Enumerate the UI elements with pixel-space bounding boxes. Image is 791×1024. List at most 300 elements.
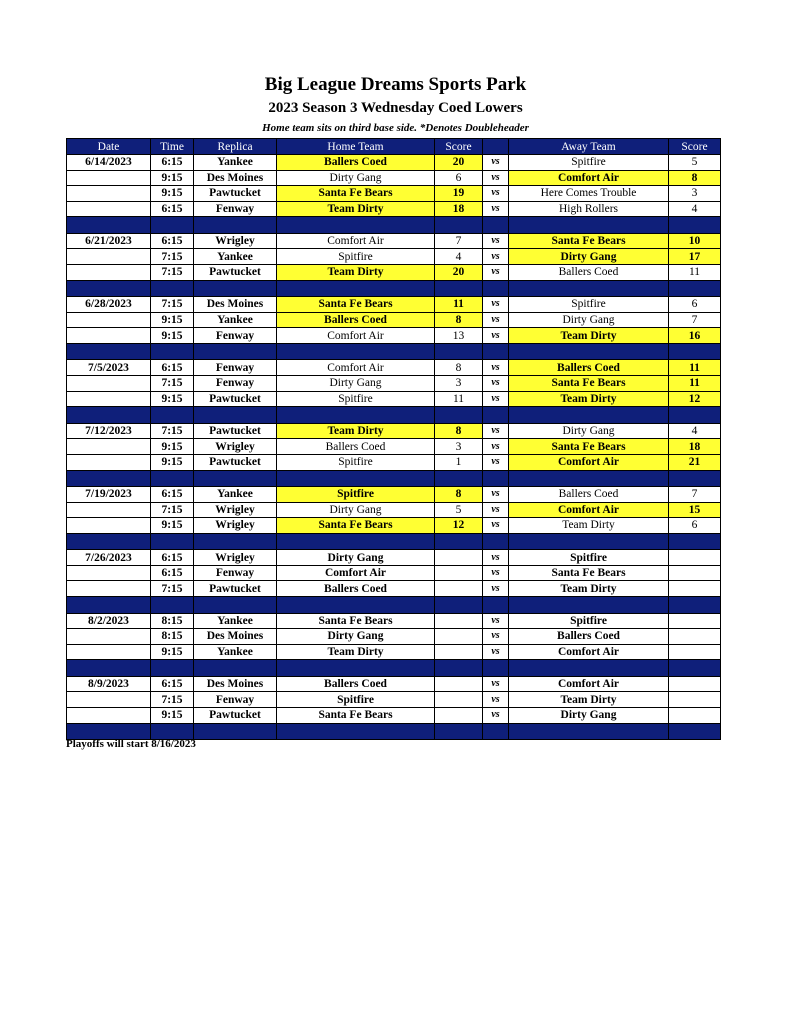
- date-cell: [67, 502, 151, 518]
- away-score-cell: [669, 676, 721, 692]
- away-team-cell: Team Dirty: [509, 391, 669, 407]
- home-score-cell: [435, 550, 483, 566]
- separator-cell: [483, 723, 509, 740]
- field-cell: Des Moines: [194, 676, 277, 692]
- home-team-cell: Comfort Air: [277, 565, 435, 581]
- date-cell: 7/5/2023: [67, 360, 151, 376]
- separator-cell: [435, 280, 483, 297]
- date-cell: [67, 439, 151, 455]
- time-cell: 9:15: [151, 170, 194, 186]
- table-row: [67, 233, 721, 249]
- header-row: [67, 139, 721, 155]
- separator-cell: [483, 660, 509, 677]
- away-team-cell: Here Comes Trouble: [509, 186, 669, 202]
- document-subtitle: 2023 Season 3 Wednesday Coed Lowers: [268, 100, 523, 116]
- separator-cell: [435, 343, 483, 360]
- time-cell: 6:15: [151, 487, 194, 503]
- time-cell: 7:15: [151, 423, 194, 439]
- home-team-cell: Ballers Coed: [277, 312, 435, 328]
- date-cell: [67, 249, 151, 265]
- vs-cell: vs: [483, 155, 509, 171]
- away-score-cell: 11: [669, 376, 721, 392]
- week-separator: [67, 533, 721, 550]
- away-score-cell: 7: [669, 312, 721, 328]
- table-row: [67, 454, 721, 470]
- separator-cell: [669, 280, 721, 297]
- date-cell: [67, 312, 151, 328]
- table-row: [67, 423, 721, 439]
- week-separator: [67, 470, 721, 487]
- separator-cell: [151, 343, 194, 360]
- week-separator: [67, 407, 721, 424]
- separator-cell: [435, 660, 483, 677]
- away-score-cell: 18: [669, 439, 721, 455]
- time-cell: 8:15: [151, 629, 194, 645]
- col-header-away-team: Away Team: [509, 139, 669, 155]
- col-header-away-score: Score: [669, 139, 721, 155]
- col-header-home-team: Home Team: [277, 139, 435, 155]
- field-cell: Pawtucket: [194, 186, 277, 202]
- home-team-cell: Dirty Gang: [277, 376, 435, 392]
- time-cell: 6:15: [151, 676, 194, 692]
- date-cell: [67, 170, 151, 186]
- separator-cell: [277, 533, 435, 550]
- time-cell: 9:15: [151, 518, 194, 534]
- vs-cell: vs: [483, 249, 509, 265]
- away-score-cell: 11: [669, 265, 721, 281]
- away-team-cell: Dirty Gang: [509, 423, 669, 439]
- vs-cell: vs: [483, 644, 509, 660]
- home-score-cell: [435, 676, 483, 692]
- field-cell: Wrigley: [194, 518, 277, 534]
- separator-cell: [277, 660, 435, 677]
- field-cell: Des Moines: [194, 170, 277, 186]
- separator-cell: [435, 723, 483, 740]
- separator-cell: [67, 470, 151, 487]
- time-cell: 6:15: [151, 233, 194, 249]
- date-cell: [67, 629, 151, 645]
- time-cell: 6:15: [151, 201, 194, 217]
- vs-cell: vs: [483, 297, 509, 313]
- home-score-cell: [435, 644, 483, 660]
- field-cell: Pawtucket: [194, 391, 277, 407]
- vs-cell: vs: [483, 391, 509, 407]
- vs-cell: vs: [483, 518, 509, 534]
- away-team-cell: Spitfire: [509, 550, 669, 566]
- table-row: [67, 502, 721, 518]
- separator-cell: [194, 280, 277, 297]
- field-cell: Wrigley: [194, 439, 277, 455]
- home-score-cell: 8: [435, 312, 483, 328]
- date-cell: [67, 328, 151, 344]
- separator-cell: [435, 407, 483, 424]
- table-row: [67, 297, 721, 313]
- field-cell: Fenway: [194, 565, 277, 581]
- separator-cell: [67, 533, 151, 550]
- home-score-cell: 1: [435, 454, 483, 470]
- date-cell: [67, 454, 151, 470]
- time-cell: 8:15: [151, 613, 194, 629]
- separator-cell: [67, 217, 151, 234]
- home-score-cell: 18: [435, 201, 483, 217]
- table-row: [67, 376, 721, 392]
- separator-cell: [669, 407, 721, 424]
- separator-cell: [277, 217, 435, 234]
- separator-cell: [509, 407, 669, 424]
- table-row: [67, 439, 721, 455]
- home-score-cell: 13: [435, 328, 483, 344]
- field-cell: Fenway: [194, 692, 277, 708]
- away-team-cell: High Rollers: [509, 201, 669, 217]
- away-score-cell: 4: [669, 201, 721, 217]
- vs-cell: vs: [483, 376, 509, 392]
- date-cell: 7/12/2023: [67, 423, 151, 439]
- field-cell: Yankee: [194, 312, 277, 328]
- home-team-cell: Dirty Gang: [277, 629, 435, 645]
- home-team-cell: Spitfire: [277, 692, 435, 708]
- table-row: [67, 581, 721, 597]
- home-team-cell: Dirty Gang: [277, 170, 435, 186]
- table-row: [67, 249, 721, 265]
- col-header-date: Date: [67, 139, 151, 155]
- table-row: [67, 518, 721, 534]
- separator-cell: [669, 723, 721, 740]
- date-cell: 6/28/2023: [67, 297, 151, 313]
- date-cell: [67, 186, 151, 202]
- field-cell: Yankee: [194, 487, 277, 503]
- home-score-cell: 5: [435, 502, 483, 518]
- table-row: [67, 201, 721, 217]
- date-cell: 7/26/2023: [67, 550, 151, 566]
- home-score-cell: [435, 613, 483, 629]
- separator-cell: [194, 597, 277, 614]
- field-cell: Yankee: [194, 644, 277, 660]
- away-team-cell: Spitfire: [509, 297, 669, 313]
- home-team-cell: Ballers Coed: [277, 676, 435, 692]
- vs-cell: vs: [483, 328, 509, 344]
- field-cell: Fenway: [194, 376, 277, 392]
- away-score-cell: 5: [669, 155, 721, 171]
- time-cell: 6:15: [151, 550, 194, 566]
- date-cell: [67, 581, 151, 597]
- home-team-cell: Team Dirty: [277, 423, 435, 439]
- away-score-cell: 6: [669, 518, 721, 534]
- col-header-home-score: Score: [435, 139, 483, 155]
- separator-cell: [151, 597, 194, 614]
- home-team-cell: Team Dirty: [277, 201, 435, 217]
- away-team-cell: Team Dirty: [509, 328, 669, 344]
- away-team-cell: Team Dirty: [509, 581, 669, 597]
- away-score-cell: [669, 644, 721, 660]
- vs-cell: vs: [483, 502, 509, 518]
- separator-cell: [67, 407, 151, 424]
- date-cell: [67, 376, 151, 392]
- time-cell: 6:15: [151, 565, 194, 581]
- separator-cell: [67, 660, 151, 677]
- table-row: [67, 360, 721, 376]
- home-team-cell: Spitfire: [277, 454, 435, 470]
- separator-cell: [151, 470, 194, 487]
- vs-cell: vs: [483, 454, 509, 470]
- table-row: [67, 487, 721, 503]
- table-row: [67, 676, 721, 692]
- table-row: [67, 565, 721, 581]
- away-team-cell: Ballers Coed: [509, 360, 669, 376]
- field-cell: Fenway: [194, 328, 277, 344]
- table-row: [67, 550, 721, 566]
- date-cell: [67, 644, 151, 660]
- home-team-cell: Team Dirty: [277, 644, 435, 660]
- time-cell: 9:15: [151, 454, 194, 470]
- home-score-cell: 3: [435, 439, 483, 455]
- time-cell: 7:15: [151, 376, 194, 392]
- separator-cell: [509, 660, 669, 677]
- date-cell: [67, 708, 151, 724]
- separator-cell: [194, 217, 277, 234]
- home-team-cell: Dirty Gang: [277, 502, 435, 518]
- home-team-cell: Santa Fe Bears: [277, 518, 435, 534]
- col-header-vs: [483, 139, 509, 155]
- away-score-cell: 17: [669, 249, 721, 265]
- home-team-cell: Comfort Air: [277, 328, 435, 344]
- week-separator: [67, 660, 721, 677]
- away-score-cell: 12: [669, 391, 721, 407]
- away-score-cell: [669, 629, 721, 645]
- away-score-cell: 10: [669, 233, 721, 249]
- separator-cell: [277, 597, 435, 614]
- vs-cell: vs: [483, 692, 509, 708]
- col-header-replica: Replica: [194, 139, 277, 155]
- field-cell: Wrigley: [194, 502, 277, 518]
- separator-cell: [435, 533, 483, 550]
- away-team-cell: Dirty Gang: [509, 312, 669, 328]
- separator-cell: [509, 597, 669, 614]
- away-score-cell: 8: [669, 170, 721, 186]
- table-row: [67, 629, 721, 645]
- home-team-cell: Team Dirty: [277, 265, 435, 281]
- home-score-cell: 19: [435, 186, 483, 202]
- home-score-cell: 4: [435, 249, 483, 265]
- field-cell: Wrigley: [194, 233, 277, 249]
- separator-cell: [151, 533, 194, 550]
- table-row: [67, 312, 721, 328]
- separator-cell: [277, 470, 435, 487]
- separator-cell: [669, 470, 721, 487]
- away-team-cell: Dirty Gang: [509, 708, 669, 724]
- home-score-cell: 3: [435, 376, 483, 392]
- home-team-cell: Spitfire: [277, 487, 435, 503]
- field-cell: Pawtucket: [194, 454, 277, 470]
- home-team-cell: Santa Fe Bears: [277, 186, 435, 202]
- week-separator: [67, 217, 721, 234]
- separator-cell: [669, 660, 721, 677]
- time-cell: 7:15: [151, 502, 194, 518]
- time-cell: 6:15: [151, 155, 194, 171]
- separator-cell: [509, 217, 669, 234]
- home-score-cell: [435, 629, 483, 645]
- date-cell: 6/21/2023: [67, 233, 151, 249]
- away-score-cell: 11: [669, 360, 721, 376]
- time-cell: 7:15: [151, 249, 194, 265]
- vs-cell: vs: [483, 312, 509, 328]
- field-cell: Des Moines: [194, 297, 277, 313]
- schedule-body: [67, 155, 721, 740]
- separator-cell: [509, 533, 669, 550]
- vs-cell: vs: [483, 629, 509, 645]
- schedule-table: [66, 138, 721, 740]
- separator-cell: [669, 597, 721, 614]
- separator-cell: [483, 343, 509, 360]
- home-team-cell: Comfort Air: [277, 233, 435, 249]
- vs-cell: vs: [483, 186, 509, 202]
- vs-cell: vs: [483, 233, 509, 249]
- separator-cell: [435, 470, 483, 487]
- vs-cell: vs: [483, 360, 509, 376]
- field-cell: Wrigley: [194, 550, 277, 566]
- away-team-cell: Santa Fe Bears: [509, 565, 669, 581]
- away-team-cell: Ballers Coed: [509, 487, 669, 503]
- time-cell: 7:15: [151, 297, 194, 313]
- separator-cell: [669, 343, 721, 360]
- field-cell: Fenway: [194, 201, 277, 217]
- separator-cell: [67, 597, 151, 614]
- separator-cell: [151, 280, 194, 297]
- field-cell: Fenway: [194, 360, 277, 376]
- vs-cell: vs: [483, 708, 509, 724]
- table-row: [67, 613, 721, 629]
- table-row: [67, 265, 721, 281]
- separator-cell: [277, 407, 435, 424]
- vs-cell: vs: [483, 265, 509, 281]
- home-team-cell: Dirty Gang: [277, 550, 435, 566]
- separator-cell: [277, 343, 435, 360]
- away-score-cell: 4: [669, 423, 721, 439]
- home-team-cell: Ballers Coed: [277, 581, 435, 597]
- vs-cell: vs: [483, 423, 509, 439]
- time-cell: 9:15: [151, 644, 194, 660]
- home-team-cell: Spitfire: [277, 249, 435, 265]
- home-team-cell: Comfort Air: [277, 360, 435, 376]
- field-cell: Pawtucket: [194, 581, 277, 597]
- away-team-cell: Comfort Air: [509, 502, 669, 518]
- separator-cell: [194, 723, 277, 740]
- table-row: [67, 391, 721, 407]
- home-score-cell: 20: [435, 265, 483, 281]
- home-score-cell: 20: [435, 155, 483, 171]
- away-team-cell: Team Dirty: [509, 692, 669, 708]
- separator-cell: [67, 343, 151, 360]
- separator-cell: [483, 533, 509, 550]
- away-score-cell: [669, 692, 721, 708]
- time-cell: 7:15: [151, 581, 194, 597]
- separator-cell: [194, 533, 277, 550]
- home-score-cell: 11: [435, 297, 483, 313]
- home-score-cell: 8: [435, 360, 483, 376]
- home-team-cell: Ballers Coed: [277, 439, 435, 455]
- away-score-cell: [669, 550, 721, 566]
- home-score-cell: [435, 708, 483, 724]
- playoffs-note: Playoffs will start 8/16/2023: [66, 738, 196, 750]
- separator-cell: [509, 280, 669, 297]
- away-team-cell: Comfort Air: [509, 170, 669, 186]
- separator-cell: [194, 343, 277, 360]
- document-note: Home team sits on third base side. *Denotes Doubleheader: [262, 122, 529, 134]
- separator-cell: [483, 280, 509, 297]
- home-score-cell: 8: [435, 423, 483, 439]
- away-team-cell: Spitfire: [509, 613, 669, 629]
- table-row: [67, 644, 721, 660]
- separator-cell: [509, 343, 669, 360]
- separator-cell: [151, 660, 194, 677]
- home-score-cell: [435, 692, 483, 708]
- table-row: [67, 186, 721, 202]
- home-team-cell: Santa Fe Bears: [277, 613, 435, 629]
- field-cell: Pawtucket: [194, 265, 277, 281]
- vs-cell: vs: [483, 201, 509, 217]
- separator-cell: [483, 597, 509, 614]
- date-cell: 7/19/2023: [67, 487, 151, 503]
- document-title: Big League Dreams Sports Park: [264, 74, 527, 95]
- time-cell: 9:15: [151, 312, 194, 328]
- vs-cell: vs: [483, 170, 509, 186]
- time-cell: 9:15: [151, 708, 194, 724]
- time-cell: 7:15: [151, 265, 194, 281]
- time-cell: 9:15: [151, 439, 194, 455]
- away-team-cell: Santa Fe Bears: [509, 439, 669, 455]
- table-row: [67, 328, 721, 344]
- table-row: [67, 155, 721, 171]
- table-row: [67, 708, 721, 724]
- home-score-cell: 12: [435, 518, 483, 534]
- away-team-cell: Comfort Air: [509, 676, 669, 692]
- separator-cell: [483, 470, 509, 487]
- away-score-cell: 7: [669, 487, 721, 503]
- away-team-cell: Team Dirty: [509, 518, 669, 534]
- away-team-cell: Ballers Coed: [509, 629, 669, 645]
- home-score-cell: [435, 565, 483, 581]
- separator-cell: [194, 660, 277, 677]
- away-score-cell: 15: [669, 502, 721, 518]
- home-score-cell: 11: [435, 391, 483, 407]
- field-cell: Yankee: [194, 613, 277, 629]
- vs-cell: vs: [483, 439, 509, 455]
- home-team-cell: Santa Fe Bears: [277, 708, 435, 724]
- away-team-cell: Comfort Air: [509, 644, 669, 660]
- table-row: [67, 692, 721, 708]
- home-team-cell: Spitfire: [277, 391, 435, 407]
- away-team-cell: Spitfire: [509, 155, 669, 171]
- away-score-cell: [669, 708, 721, 724]
- separator-cell: [509, 470, 669, 487]
- date-cell: [67, 391, 151, 407]
- away-team-cell: Santa Fe Bears: [509, 233, 669, 249]
- home-score-cell: [435, 581, 483, 597]
- home-team-cell: Ballers Coed: [277, 155, 435, 171]
- field-cell: Des Moines: [194, 629, 277, 645]
- away-team-cell: Comfort Air: [509, 454, 669, 470]
- field-cell: Pawtucket: [194, 708, 277, 724]
- date-cell: [67, 201, 151, 217]
- separator-cell: [151, 217, 194, 234]
- time-cell: 7:15: [151, 692, 194, 708]
- date-cell: 8/2/2023: [67, 613, 151, 629]
- field-cell: Yankee: [194, 155, 277, 171]
- away-score-cell: 6: [669, 297, 721, 313]
- date-cell: [67, 518, 151, 534]
- date-cell: 6/14/2023: [67, 155, 151, 171]
- separator-cell: [277, 723, 435, 740]
- separator-cell: [194, 407, 277, 424]
